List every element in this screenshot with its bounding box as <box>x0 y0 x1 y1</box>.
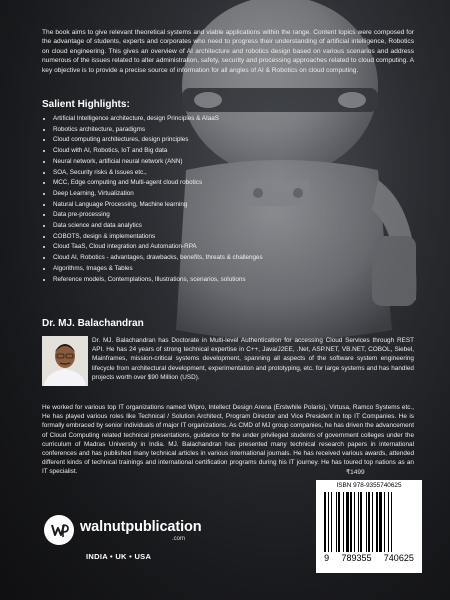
isbn-digits <box>316 553 422 563</box>
barcode-bar <box>354 492 355 552</box>
barcode-bar <box>391 492 392 552</box>
price-label: ₹1499 <box>346 469 365 476</box>
highlight-item: • Cloud with AI, Robotics, IoT and Big data <box>53 146 353 157</box>
highlight-item: • Neural network, artificial neural network (ANN) <box>53 157 353 168</box>
barcode-bar <box>324 492 326 552</box>
isbn-digit-group: 740625 <box>383 553 414 563</box>
highlight-item: • Deep Learning, Virtualization <box>53 189 353 200</box>
barcode-bar <box>338 492 340 552</box>
wp-monogram-icon <box>44 515 74 545</box>
barcode-bar <box>331 492 332 552</box>
highlight-item: • Data pre-processing <box>53 210 353 221</box>
author-name: Dr. MJ. Balachandran <box>42 318 144 329</box>
barcode-bar <box>368 492 370 552</box>
barcode-bar <box>376 492 378 552</box>
highlight-item: • Algorithms, Images & Tables <box>53 264 353 275</box>
publisher-brand: walnutpublication <box>80 519 202 535</box>
barcode-bar <box>343 492 344 552</box>
publisher-regions: INDIA • UK • USA <box>86 552 152 561</box>
highlight-item: • Cloud computing architectures, design principles <box>53 135 353 146</box>
isbn-digit-group: 789355 <box>341 553 372 563</box>
highlight-item: • Robotics architecture, paradigms <box>53 125 353 136</box>
highlight-item: • Data science and data analytics <box>53 221 353 232</box>
barcode-bars <box>324 492 416 552</box>
highlight-item: • Natural Language Processing, Machine learning <box>53 200 353 211</box>
barcode-bar <box>360 492 362 552</box>
publisher-domain-suffix: .com <box>172 536 186 542</box>
author-bio-career: He worked for various top IT organizations named Wipro, Intellect Design Arena (Erstwhile Polaris), Virtusa, Ramco Systems etc., He has played various roles like Technical / Solution Architect, Program Director and Vice President in top IT Companies. He is formally embraced by senior individuals of major IT organizations. As CMD of MJ group companies, he has driven the advancement of Cloud Computing related technical presentations, guidance for the under privileged students of government colleges under the curriculum of Madras University in India. MJ. Balachandran has presented many technical research papers in international conferences and has published many technical articles in various international journals. He has received various awards, attended different kinds of technical trainings and international certification programs during his IT journey. He has toured top nations as an IT specialist. <box>42 404 414 476</box>
author-bio-intro: Dr. MJ. Balachandran has Doctorate in Multi-level Authentication for accessing Cloud Services through REST API. He has 24 years of strong technical expertise in C++, Java/J2EE, .Net, ASP.NET, VB.NET, COBOL, Siebel, Mainframes, mission-critical systems development, spanning all aspects of the software system engineering lifecycle from architectural development, experimentation and prototyping, etc. for large systems and has handled projects worth over $90 Million (USD). <box>92 337 414 381</box>
barcode-bar <box>379 492 382 552</box>
highlights-list <box>42 114 353 285</box>
barcode-bar <box>372 492 373 552</box>
isbn-barcode <box>316 480 422 573</box>
highlight-item: • Cloud TaaS, Cloud integration and Automation-RPA <box>53 242 353 253</box>
barcode-bar <box>336 492 337 552</box>
barcode-bar <box>366 492 367 552</box>
highlight-item: • MCC, Edge computing and Multi-agent cloud robotics <box>53 178 353 189</box>
highlights-heading: Salient Highlights: <box>42 99 130 110</box>
highlight-item: • SOA, Security risks & Issues etc., <box>53 168 353 179</box>
highlight-item: • Artificial Intelligence architecture, design Principles & AIaaS <box>53 114 353 125</box>
isbn-digit-group: 9 <box>324 553 330 563</box>
barcode-bar <box>358 492 359 552</box>
barcode-bar <box>346 492 349 552</box>
barcode-bar <box>328 492 329 552</box>
barcode-bar <box>384 492 385 552</box>
barcode-bar <box>350 492 352 552</box>
highlight-item: • Reference models, Contemplations, Illustrations, scenarios, solutions <box>53 275 353 286</box>
barcode-bar <box>388 492 389 552</box>
book-description: The book aims to give relevant theoretical systems and viable applications within the range. Content topics were composed for the advantage of students, experts and corporates who need to progress their understanding of artificial intelligence, Robotics on cloud engineering. This gives an overview of AI architecture and robotics design based on various scenarios and address numerous of the issues related to alter administration, safety, security and processing approaches related to cloud computing. A key objective is to provide a precise source of information for all angles of AI & Robotics on cloud computing. <box>42 29 414 74</box>
author-photo <box>42 336 88 386</box>
isbn-label: ISBN 978-9355740625 <box>336 482 402 489</box>
highlight-item: • COBOTS, design & implementations <box>53 232 353 243</box>
highlight-item: • Cloud AI, Robotics - advantages, drawbacks, benefits, threats & challenges <box>53 253 353 264</box>
